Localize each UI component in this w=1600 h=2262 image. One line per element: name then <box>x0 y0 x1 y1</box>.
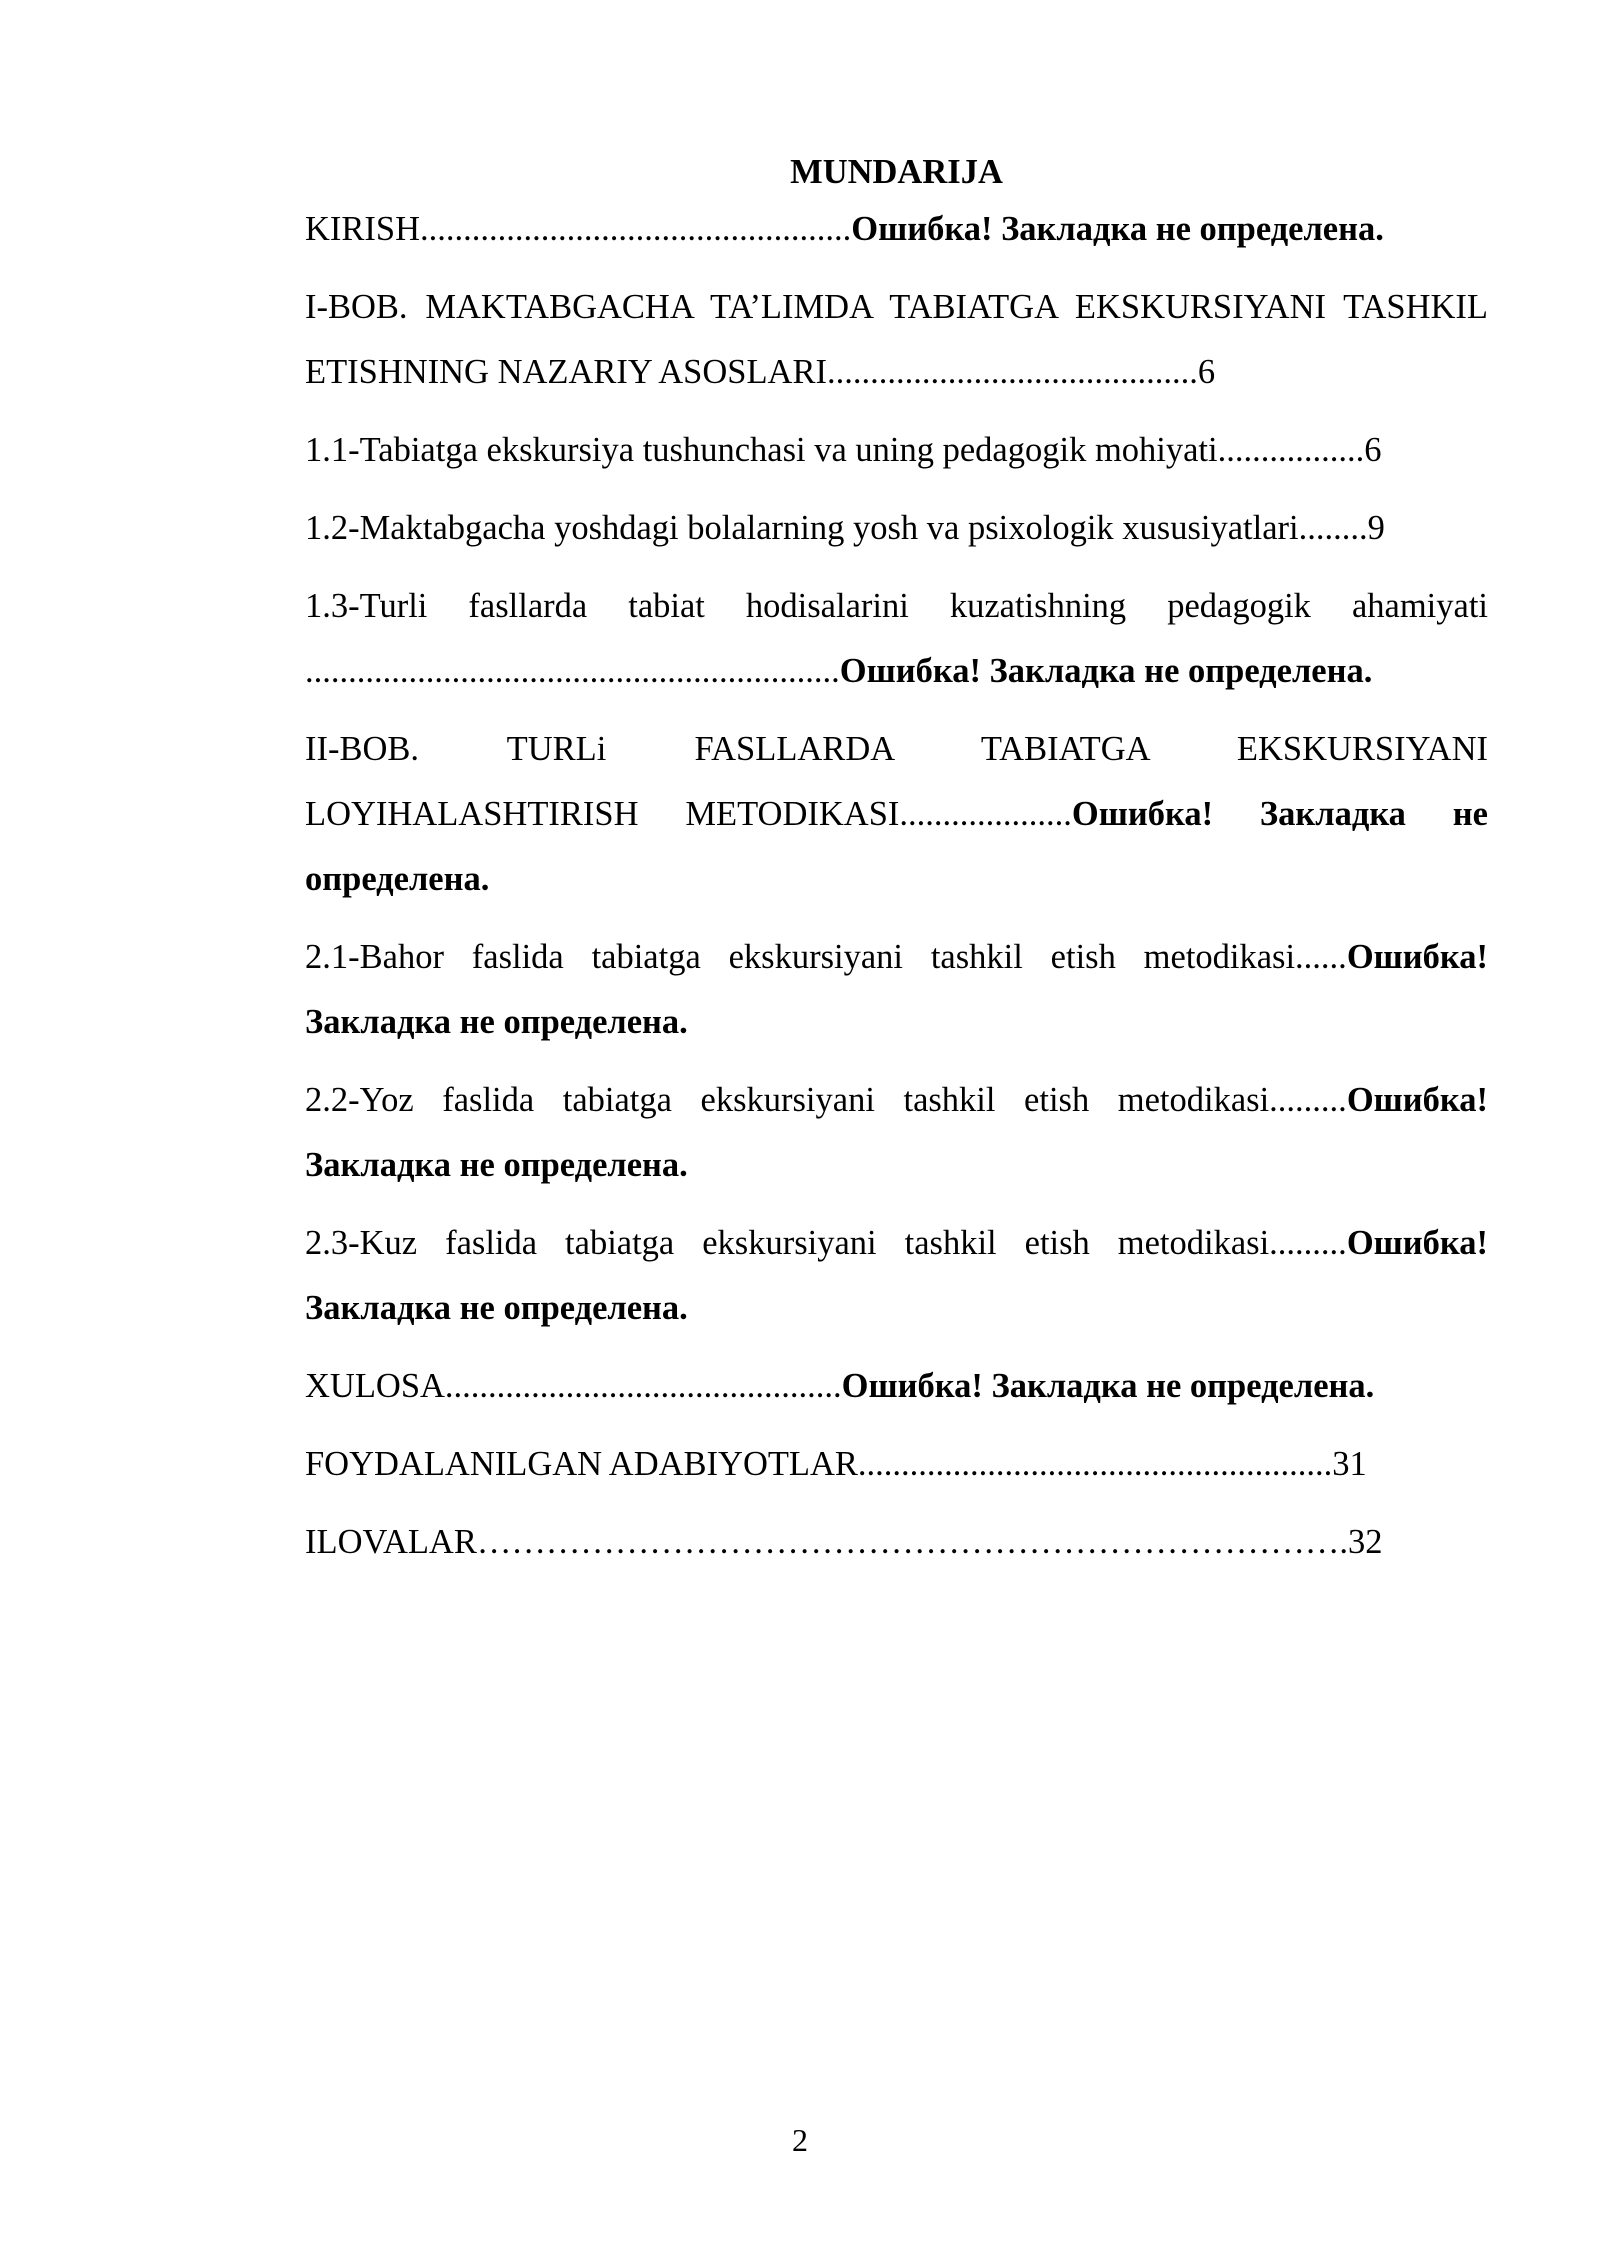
toc-entry-text: 1.3-Turli fasllarda tabiat hodisalarini kuzatishning pedagogik ahamiyati .............................................................. <box>305 587 1488 690</box>
toc-entry-section-1-2[interactable] <box>305 496 1488 561</box>
toc-entry-text: ILOVALAR………………………………………………………………….32 <box>305 1523 1383 1561</box>
toc-entry-text: XULOSA.............................................. <box>305 1367 842 1405</box>
toc-entry-text: 1.1-Tabiatga ekskursiya tushunchasi va uning pedagogik mohiyati.................6 <box>305 431 1382 469</box>
toc-entry-kirish[interactable] <box>305 197 1488 262</box>
toc-entry-chapter-2[interactable] <box>305 717 1488 912</box>
toc-entry-section-1-3[interactable] <box>305 574 1488 704</box>
toc-entry-chapter-1[interactable] <box>305 275 1488 405</box>
toc-entry-text: 2.3-Kuz faslida tabiatga ekskursiyani tashkil etish metodikasi......... <box>305 1224 1347 1262</box>
table-of-contents <box>305 148 1488 1588</box>
toc-entry-section-2-2[interactable] <box>305 1068 1488 1198</box>
toc-entry-text: II-BOB. TURLi FASLLARDA TABIATGA EKSKURSIYANI LOYIHALASHTIRISH METODIKASI.................... <box>305 730 1488 833</box>
toc-entry-text: 2.1-Bahor faslida tabiatga ekskursiyani tashkil etish metodikasi...... <box>305 938 1347 976</box>
toc-entry-text: FOYDALANILGAN ADABIYOTLAR.......................................................31 <box>305 1445 1367 1483</box>
toc-entry-error: Ошибка! Закладка не определена. <box>305 795 1488 898</box>
toc-entry-error: Ошибка! Закладка не определена. <box>851 210 1384 248</box>
toc-entry-xulosa[interactable] <box>305 1354 1488 1419</box>
toc-entry-section-1-1[interactable] <box>305 418 1488 483</box>
toc-entry-appendices[interactable] <box>305 1510 1488 1575</box>
toc-entry-section-2-3[interactable] <box>305 1211 1488 1341</box>
toc-entry-error: Ошибка! Закладка не определена. <box>841 1367 1375 1405</box>
toc-entry-error: Ошибка! Закладка не определена. <box>305 938 1488 1041</box>
toc-title: MUNDARIJA <box>790 153 1003 191</box>
toc-entry-error: Ошибка! Закладка не определена. <box>839 652 1373 690</box>
toc-entry-error: Ошибка! Закладка не определена. <box>305 1224 1488 1327</box>
toc-entry-text: 2.2-Yoz faslida tabiatga ekskursiyani tashkil etish metodikasi......... <box>305 1081 1347 1119</box>
toc-entry-text: I-BOB. MAKTABGACHA TA’LIMDA TABIATGA EKSKURSIYANI TASHKIL ETISHNING NAZARIY ASOSLARI...........................................6 <box>305 288 1488 391</box>
toc-entry-text: KIRISH.................................................. <box>305 210 852 248</box>
toc-entry-references[interactable] <box>305 1432 1488 1497</box>
toc-entry-section-2-1[interactable] <box>305 925 1488 1055</box>
page-number: 2 <box>792 2122 808 2158</box>
toc-entry-text: 1.2-Maktabgacha yoshdagi bolalarning yosh va psixologik xususiyatlari........9 <box>305 509 1385 547</box>
toc-entry-error: Ошибка! Закладка не определена. <box>305 1081 1488 1184</box>
